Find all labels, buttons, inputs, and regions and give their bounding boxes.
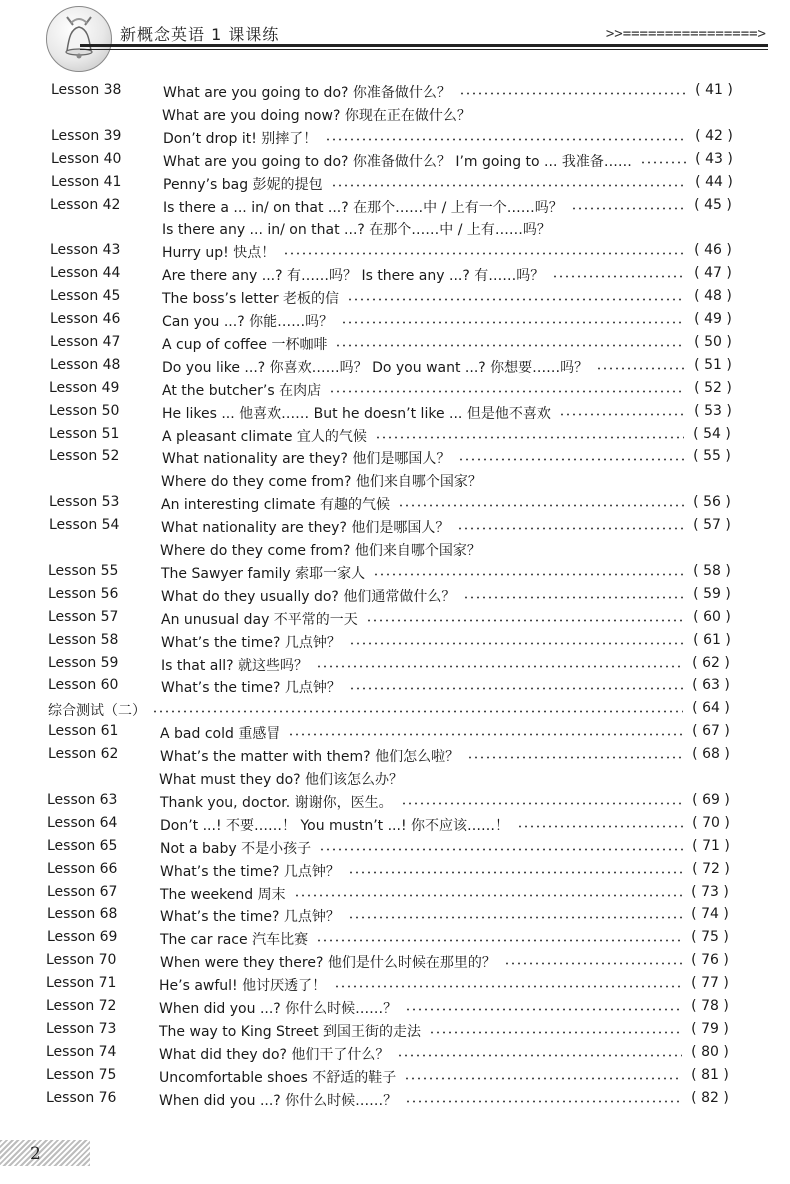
toc-title: What’s the time? 几点钟？	[161, 677, 347, 697]
toc-page-number: ( 78 )	[691, 998, 729, 1014]
toc-page-number: ( 76 )	[691, 952, 729, 969]
toc-title: What’s the time? 几点钟？	[161, 632, 347, 652]
toc-row	[0, 128, 740, 151]
book-title: 新概念英语 1 课课练	[120, 25, 280, 44]
toc-title: Is that all? 就这些吗？	[161, 655, 314, 675]
bell-logo-icon	[46, 6, 112, 72]
toc-page-number: ( 64 )	[692, 700, 730, 717]
toc-lesson-label: Lesson 52	[49, 448, 120, 465]
toc-page-number: ( 62 )	[692, 654, 730, 671]
toc-lesson-label: Lesson 49	[49, 379, 120, 396]
toc-dot-leader	[331, 184, 686, 187]
toc-dot-leader	[405, 1100, 682, 1103]
toc-lesson-label: Lesson 53	[49, 494, 120, 511]
toc-dot-leader	[571, 207, 685, 210]
toc-dot-leader	[457, 527, 684, 530]
toc-title: The way to King Street 到国王街的走法	[159, 1021, 427, 1041]
toc-row	[0, 838, 740, 861]
toc-lesson-label: Lesson 40	[51, 150, 122, 167]
toc-row	[0, 700, 740, 723]
toc-dot-leader	[467, 756, 683, 759]
toc-title: What’s the time? 几点钟？	[160, 861, 346, 881]
toc-dot-leader	[325, 138, 686, 141]
toc-lesson-label: Lesson 66	[47, 860, 118, 877]
toc-row	[0, 815, 740, 838]
toc-title: He’s awful! 他讨厌透了！	[159, 975, 332, 995]
toc-dot-leader	[334, 985, 682, 988]
toc-lesson-label: Lesson 75	[46, 1066, 117, 1083]
toc-lesson-label: Lesson 76	[46, 1089, 117, 1106]
toc-title: Don’t ...! 不要……！ You mustn’t ...! 你不应该……！	[160, 815, 515, 835]
toc-title: Hurry up! 快点！	[162, 242, 281, 262]
toc-row	[0, 265, 740, 288]
toc-title: An unusual day 不平常的一天	[161, 609, 364, 629]
toc-row	[0, 609, 740, 632]
toc-dot-leader	[375, 436, 684, 439]
toc-lesson-label: Lesson 71	[46, 975, 117, 992]
toc-lesson-label: Lesson 70	[46, 952, 117, 969]
toc-row	[0, 448, 740, 471]
toc-title: The weekend 周末	[160, 884, 292, 904]
toc-dot-leader	[459, 92, 686, 95]
toc-row	[0, 677, 740, 700]
page-number: 2	[30, 1144, 41, 1164]
toc-lesson-label: Lesson 54	[49, 517, 120, 534]
toc-row	[0, 174, 740, 197]
toc-dot-leader	[294, 894, 682, 897]
toc-title: When were they there? 他们是什么时候在那里的？	[160, 952, 502, 972]
toc-page-number: ( 67 )	[692, 723, 730, 740]
page-footer	[0, 1136, 790, 1184]
toc-lesson-label: Lesson 72	[46, 998, 117, 1014]
toc-page-number: ( 81 )	[691, 1066, 729, 1083]
toc-row	[0, 952, 740, 975]
toc-title: Are there any ...? 有……吗？ Is there any ...? 有……吗？	[162, 265, 550, 285]
toc-lesson-label: Lesson 64	[47, 814, 118, 831]
toc-page-number: ( 82 )	[691, 1089, 729, 1106]
toc-title-extra: Where do they come from? 他们来自哪个国家？	[160, 543, 481, 559]
toc-page-number: ( 69 )	[692, 791, 730, 808]
toc-title: A pleasant climate 宜人的气候	[162, 426, 373, 446]
toc-row	[0, 426, 740, 449]
toc-lesson-label: Lesson 68	[47, 906, 118, 923]
toc-page-number: ( 60 )	[693, 608, 731, 625]
toc-page-number: ( 48 )	[694, 288, 732, 305]
toc-row	[0, 1021, 740, 1044]
toc-page-number: ( 52 )	[694, 379, 732, 396]
toc-row	[0, 1067, 740, 1090]
toc-lesson-label: Lesson 45	[50, 288, 121, 305]
toc-page-number: ( 51 )	[694, 356, 732, 373]
toc-dot-leader	[152, 710, 683, 713]
toc-dot-leader	[335, 344, 685, 347]
toc-lesson-label: Lesson 67	[47, 883, 118, 900]
toc-page-number: ( 43 )	[695, 150, 733, 167]
toc-lesson-label: Lesson 63	[47, 791, 118, 808]
toc-title: Not a baby 不是小孩子	[160, 838, 317, 858]
toc-dot-leader	[349, 642, 684, 645]
toc-title: A bad cold 重感冒	[160, 723, 286, 743]
toc-row	[0, 632, 740, 655]
toc-lesson-label: Lesson 73	[46, 1020, 117, 1037]
toc-page-number: ( 77 )	[691, 975, 729, 992]
toc-title: Uncomfortable shoes 不舒适的鞋子	[159, 1067, 402, 1087]
toc-page-number: ( 50 )	[694, 333, 732, 350]
toc-page-number: ( 53 )	[694, 402, 732, 419]
toc-dot-leader	[288, 733, 683, 736]
toc-lesson-label: Lesson 58	[48, 631, 119, 648]
toc-row	[0, 929, 740, 952]
toc-title: The car race 汽车比赛	[160, 929, 314, 949]
toc-row	[0, 792, 740, 815]
page-header	[0, 0, 790, 58]
toc-dot-leader	[329, 390, 685, 393]
toc-row	[0, 311, 740, 334]
toc-row	[0, 403, 740, 426]
toc-page-number: ( 61 )	[693, 631, 731, 648]
toc-page-number: ( 55 )	[693, 448, 731, 465]
toc-dot-leader	[397, 1054, 682, 1057]
toc-row	[0, 906, 740, 929]
toc-lesson-label: Lesson 47	[50, 333, 121, 350]
toc-dot-leader	[463, 596, 684, 599]
toc-row	[0, 975, 740, 998]
toc-lesson-label: Lesson 61	[48, 723, 119, 740]
toc-dot-leader	[348, 871, 683, 874]
toc-title: The boss’s letter 老板的信	[162, 288, 345, 308]
toc-lesson-label: Lesson 74	[46, 1043, 117, 1060]
toc-lesson-label: Lesson 39	[51, 127, 122, 144]
toc-dot-leader	[405, 1008, 682, 1011]
toc-dot-leader	[366, 619, 684, 622]
toc-row	[0, 357, 740, 380]
toc-page-number: ( 44 )	[695, 173, 733, 190]
toc-title: What nationality are they? 他们是哪国人？	[161, 517, 455, 537]
toc-title: Can you ...? 你能……吗？	[162, 311, 339, 331]
toc-title-extra: Is there any ... in/ on that ...? 在那个……中 / 上有……吗？	[162, 222, 551, 239]
toc-dot-leader	[596, 367, 685, 370]
toc-lesson-label: Lesson 41	[51, 173, 122, 190]
toc-page-number: ( 70 )	[692, 814, 730, 831]
toc-lesson-label: Lesson 59	[48, 654, 119, 671]
toc-dot-leader	[347, 298, 685, 301]
toc-title: What nationality are they? 他们是哪国人？	[162, 448, 456, 468]
toc-title: Penny’s bag 彭妮的提包	[163, 174, 329, 194]
toc-dot-leader	[401, 802, 683, 805]
toc-row	[0, 655, 740, 678]
toc-page-number: ( 59 )	[693, 585, 731, 602]
toc-title: A cup of coffee 一杯咖啡	[162, 334, 333, 354]
toc-page-number: ( 75 )	[691, 929, 729, 946]
toc-title: When did you ...? 你什么时候……？	[159, 1090, 403, 1110]
toc-page-number: ( 54 )	[693, 425, 731, 442]
toc-lesson-label: Lesson 56	[48, 585, 119, 602]
toc-row	[0, 288, 740, 311]
toc-dot-leader	[349, 687, 683, 690]
toc-page-number: ( 79 )	[691, 1020, 729, 1037]
toc-title-extra: What must they do? 他们该怎么办？	[159, 772, 404, 788]
toc-lesson-label: Lesson 42	[50, 196, 121, 213]
toc-page-number: ( 73 )	[691, 883, 729, 900]
toc-page-number: ( 42 )	[695, 127, 733, 144]
toc-lesson-label: Lesson 48	[50, 356, 121, 373]
footer-hatch-band	[0, 1140, 90, 1166]
toc-title: Don’t drop it! 别摔了！	[163, 128, 323, 148]
toc-row	[0, 197, 740, 220]
header-rule-thin	[80, 49, 768, 50]
toc-dot-leader	[373, 573, 684, 576]
toc-dot-leader	[429, 1031, 682, 1034]
toc-dot-leader	[504, 962, 682, 965]
toc-dot-leader	[640, 161, 686, 164]
toc-page-number: ( 72 )	[692, 860, 730, 877]
toc-row	[0, 1090, 740, 1113]
toc-lesson-label: Lesson 69	[47, 929, 118, 946]
toc-title: When did you ...? 你什么时候……？	[159, 998, 403, 1018]
toc-page-number: ( 58 )	[693, 562, 731, 579]
header-arrow-decoration: >>================>	[605, 26, 766, 42]
toc-row	[0, 563, 740, 586]
toc-row	[0, 861, 740, 884]
toc-dot-leader	[398, 504, 684, 507]
toc-dot-leader	[341, 321, 685, 324]
toc-page-number: ( 41 )	[695, 82, 733, 98]
toc-title: Do you like ...? 你喜欢……吗？ Do you want ...? 你想要……吗？	[162, 357, 594, 377]
toc-title: What did they do? 他们干了什么？	[159, 1044, 395, 1064]
toc-page-number: ( 71 )	[692, 837, 730, 854]
toc-title: What’s the matter with them? 他们怎么啦？	[160, 746, 465, 766]
toc-page-number: ( 80 )	[691, 1043, 729, 1060]
toc-page-number: ( 57 )	[693, 517, 731, 534]
toc-dot-leader	[348, 916, 682, 919]
toc-row	[0, 242, 740, 265]
toc-dot-leader	[316, 939, 682, 942]
toc-row	[0, 1044, 740, 1067]
toc-title-continuation	[162, 219, 551, 242]
toc-row	[0, 151, 740, 174]
toc-dot-leader	[283, 252, 685, 255]
toc-page-number: ( 45 )	[694, 196, 732, 213]
toc-lesson-label: Lesson 44	[50, 265, 121, 282]
toc-title: The Sawyer family 索耶一家人	[161, 563, 371, 583]
toc-lesson-label: Lesson 55	[48, 562, 119, 579]
toc-lesson-label: Lesson 51	[49, 425, 120, 442]
header-rule	[80, 44, 768, 47]
toc-page-number: ( 49 )	[694, 311, 732, 327]
toc-page-number: ( 47 )	[694, 265, 732, 282]
toc-page-number: ( 46 )	[694, 242, 732, 259]
toc-title: At the butcher’s 在肉店	[162, 380, 327, 400]
toc-lesson-label: Lesson 57	[48, 608, 119, 625]
toc-dot-leader	[458, 458, 684, 461]
toc-row	[0, 380, 740, 403]
toc-title: What are you going to do? 你准备做什么？ I’m going to ... 我准备……	[163, 151, 638, 171]
toc-dot-leader	[559, 413, 685, 416]
toc-lesson-label: Lesson 50	[49, 402, 120, 419]
toc-title: What are you going to do? 你准备做什么？	[163, 82, 457, 102]
toc-title-continuation	[162, 105, 471, 128]
toc-page-number: ( 68 )	[692, 746, 730, 763]
toc-lesson-label: Lesson 46	[50, 311, 121, 327]
bell-icon	[47, 7, 111, 71]
toc-row	[0, 723, 740, 746]
toc-title: Is there a ... in/ on that ...? 在那个……中 / 上有一个……吗？	[163, 197, 569, 217]
toc-row	[0, 334, 740, 357]
toc-title: What do they usually do? 他们通常做什么？	[161, 586, 461, 606]
toc-title-extra: Where do they come from? 他们来自哪个国家？	[161, 474, 482, 491]
toc-lesson-label: Lesson 62	[48, 746, 119, 763]
toc-page-number: ( 63 )	[692, 677, 730, 694]
toc-title-continuation	[161, 471, 482, 494]
toc-dot-leader	[404, 1077, 682, 1080]
toc-lesson-label: 综合测试（二）	[48, 703, 146, 720]
toc-lesson-label: Lesson 38	[51, 82, 122, 98]
toc-title-continuation	[159, 769, 403, 792]
toc-dot-leader	[552, 275, 685, 278]
toc-page-number: ( 74 )	[691, 906, 729, 923]
toc-page-number: ( 56 )	[693, 494, 731, 511]
toc-dot-leader	[319, 848, 683, 851]
toc-row	[0, 82, 740, 105]
toc-lesson-label: Lesson 43	[50, 242, 121, 259]
toc-dot-leader	[316, 665, 683, 668]
toc-row	[0, 746, 740, 769]
toc-title: What’s the time? 几点钟？	[160, 906, 346, 926]
toc-title-extra: What are you doing now? 你现在正在做什么？	[162, 107, 471, 124]
toc-dot-leader	[517, 825, 683, 828]
toc-row	[0, 494, 740, 517]
toc-title: Thank you, doctor. 谢谢你，医生。	[160, 792, 399, 812]
toc-title: He likes ... 他喜欢…… But he doesn’t like ... 但是他不喜欢	[162, 403, 557, 423]
toc-row	[0, 586, 740, 609]
toc-lesson-label: Lesson 65	[47, 837, 118, 854]
toc-lesson-label: Lesson 60	[48, 677, 119, 694]
toc-title: An interesting climate 有趣的气候	[161, 494, 396, 514]
toc-row	[0, 884, 740, 907]
toc-row	[0, 998, 740, 1021]
toc-row	[0, 517, 740, 540]
toc-title-continuation	[160, 540, 481, 563]
